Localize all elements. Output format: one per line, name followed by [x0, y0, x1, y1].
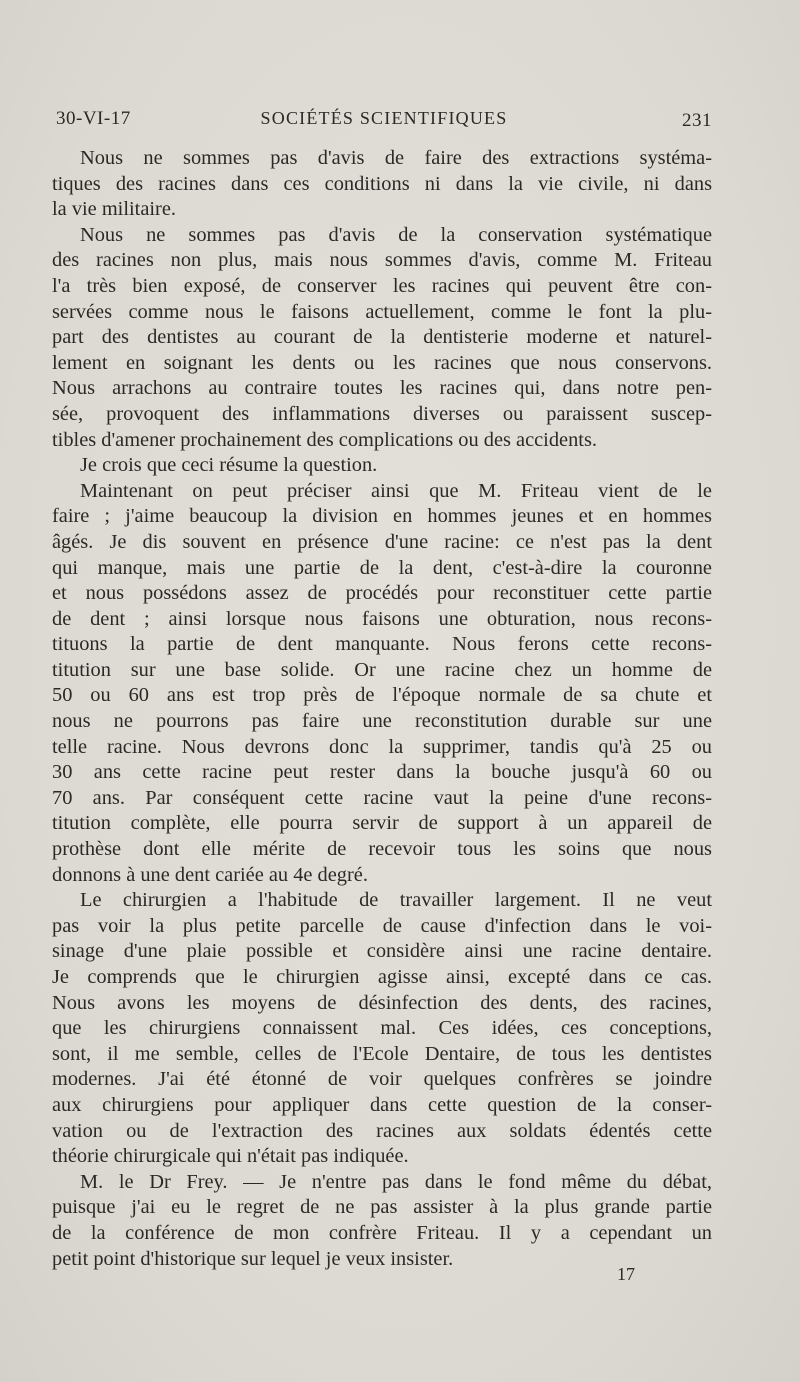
text-line: tibles d'amener prochainement des complications ou des accidents. [52, 428, 597, 451]
text-line: sée, provoquent des inflammations diverses ou paraissent suscep- [52, 402, 712, 425]
text-line: et nous possédons assez de procédés pour reconstituer cette partie [52, 582, 712, 605]
text-line: prothèse dont elle mérite de recevoir tous les soins que nous [52, 838, 712, 861]
text-line: modernes. J'ai été étonné de voir quelques confrères se joindre [52, 1068, 712, 1091]
text-line: âgés. Je dis souvent en présence d'une racine: ce n'est pas la dent [52, 530, 712, 553]
text-line: faire ; j'aime beaucoup la division en hommes jeunes et en hommes [52, 505, 712, 528]
page-number: 231 [682, 110, 712, 131]
text-line: tiques des racines dans ces conditions ni dans la vie civile, ni dans [52, 172, 712, 195]
text-line: Je comprends que le chirurgien agisse ainsi, excepté dans ce cas. [52, 966, 712, 988]
text-line: Nous arrachons au contraire toutes les racines qui, dans notre pen- [52, 377, 712, 400]
text-line: part des dentistes au courant de la dentisterie moderne et naturel- [52, 326, 712, 349]
header-date: 30-VI-17 [56, 108, 131, 129]
text-line: la vie militaire. [52, 198, 176, 221]
text-line: 70 ans. Par conséquent cette racine vaut la peine d'une recons- [52, 786, 712, 809]
text-line: 50 ou 60 ans est trop près de l'époque normale de sa chute et [52, 684, 712, 707]
text-line: titution complète, elle pourra servir de support à un appareil de [52, 812, 712, 835]
text-line: Nous ne sommes pas d'avis de la conservation systématique [80, 223, 712, 246]
text-line: 30 ans cette racine peut rester dans la bouche jusqu'à 60 ou [52, 761, 712, 784]
running-header [56, 108, 712, 136]
text-line: qui manque, mais une partie de la dent, c'est-à-dire la couronne [52, 556, 712, 579]
text-line: Nous ne sommes pas d'avis de faire des extractions systéma- [80, 147, 712, 169]
text-line: Nous avons les moyens de désinfection des dents, des racines, [52, 991, 712, 1014]
text-line: des racines non plus, mais nous sommes d'avis, comme M. Friteau [52, 249, 712, 272]
body-text [52, 146, 712, 1272]
text-line: donnons à une dent cariée au 4e degré. [52, 863, 368, 886]
text-line: servées comme nous le faisons actuellement, comme le font la plu- [52, 300, 712, 323]
text-line: de dent ; ainsi lorsque nous faisons une obturation, nous recons- [52, 607, 712, 630]
text-line: Je crois que ceci résume la question. [80, 454, 378, 477]
text-line: titution sur une base solide. Or une racine chez un homme de [52, 658, 712, 681]
text-line: Maintenant on peut préciser ainsi que M. Friteau vient de le [80, 479, 712, 502]
signature-mark: 17 [617, 1264, 635, 1284]
text-line: sinage d'une plaie possible et considère ainsi une racine dentaire. [52, 940, 712, 963]
text-line: nous ne pourrons pas faire une reconstitution durable sur une [52, 710, 712, 733]
text-line: telle racine. Nous devrons donc la supprimer, tandis qu'à 25 ou [52, 735, 712, 758]
text-line: théorie chirurgicale qui n'était pas indiquée. [52, 1145, 409, 1168]
text-line: sont, il me semble, celles de l'Ecole Dentaire, de tous les dentistes [52, 1042, 712, 1065]
text-line: vation ou de l'extraction des racines aux soldats édentés cette [52, 1119, 712, 1142]
text-line: aux chirurgiens pour appliquer dans cette question de la conser- [52, 1093, 712, 1116]
text-line: lement en soignant les dents ou les racines que nous conservons. [52, 351, 712, 374]
text-line: l'a très bien exposé, de conserver les racines qui peuvent être con- [52, 274, 712, 297]
header-title: SOCIÉTÉS SCIENTIFIQUES [260, 108, 508, 128]
text-line: pas voir la plus petite parcelle de cause d'infection dans le voi- [52, 914, 712, 937]
text-line: Le chirurgien a l'habitude de travailler largement. Il ne veut [80, 889, 712, 912]
text-line: tituons la partie de dent manquante. Nous ferons cette recons- [52, 633, 712, 656]
text-line: que les chirurgiens connaissent mal. Ces idées, ces conceptions, [52, 1017, 712, 1040]
text-line: petit point d'historique sur lequel je veux insister. [52, 1247, 454, 1270]
text-line: de la conférence de mon confrère Friteau. Il y a cependant un [52, 1221, 712, 1244]
text-line: M. le Dr Frey. — Je n'entre pas dans le fond même du débat, [80, 1170, 712, 1193]
text-line: puisque j'ai eu le regret de ne pas assister à la plus grande partie [52, 1196, 712, 1219]
